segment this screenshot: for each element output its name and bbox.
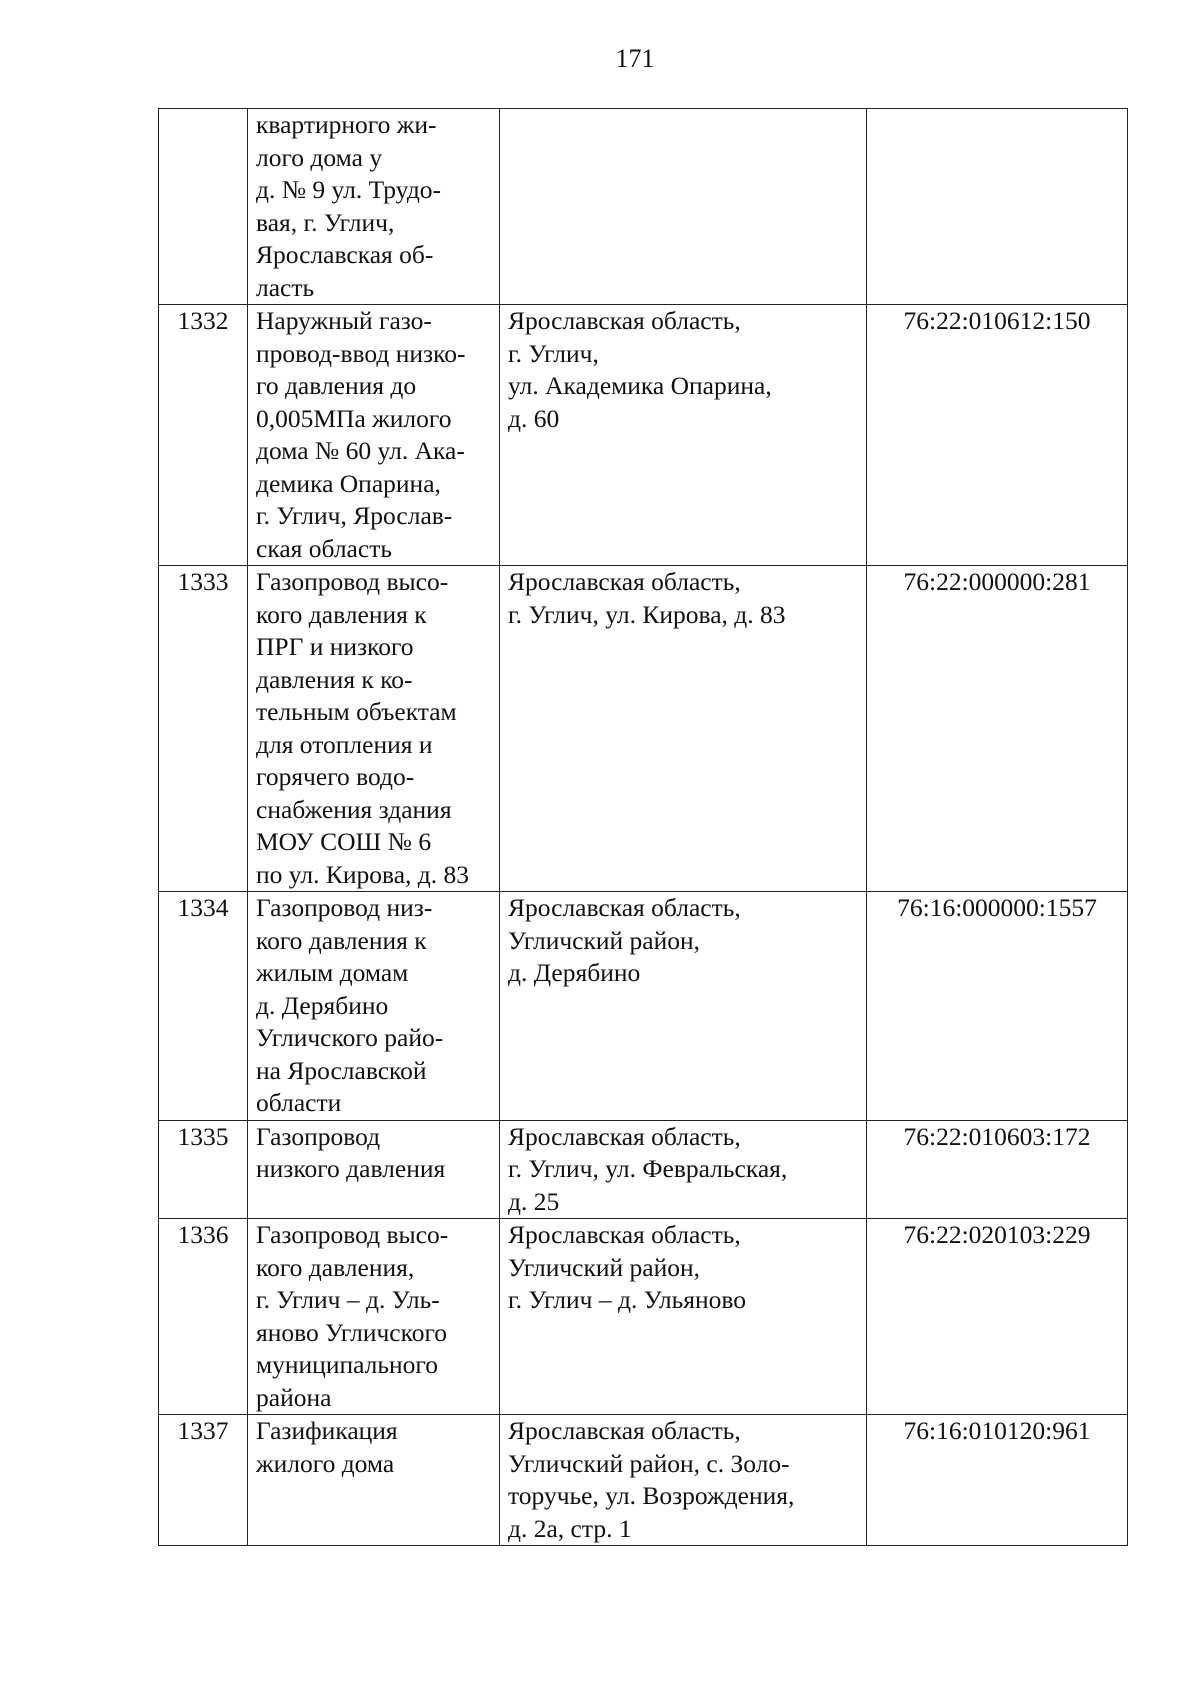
table-row	[159, 1219, 1128, 1415]
row-number-cell	[159, 109, 248, 305]
table-row	[159, 305, 1128, 566]
object-name-cell: квартирного жи- лого дома у д. № 9 ул. Трудо- вая, г. Углич, Ярославская об- ласть	[248, 109, 500, 305]
table-row	[159, 1120, 1128, 1219]
address-cell	[500, 109, 867, 305]
object-name-cell: Газопровод низкого давления	[248, 1120, 500, 1219]
row-number-cell: 1335	[159, 1120, 248, 1219]
object-name-cell: Газификация жилого дома	[248, 1415, 500, 1546]
address-cell: Ярославская область, г. Углич, ул. Кирова, д. 83	[500, 566, 867, 892]
registry-table	[158, 108, 1128, 1546]
table-row	[159, 1415, 1128, 1546]
cadastral-number-cell: 76:22:010603:172	[867, 1120, 1128, 1219]
row-number-cell: 1333	[159, 566, 248, 892]
cadastral-number-cell: 76:22:010612:150	[867, 305, 1128, 566]
object-name-cell: Газопровод высо- кого давления к ПРГ и низкого давления к ко- тельным объектам для отопления и горячего водо- снабжения здания МОУ СОШ № 6 по ул. Кирова, д. 83	[248, 566, 500, 892]
row-number-cell: 1332	[159, 305, 248, 566]
address-cell: Ярославская область, Угличский район, г. Углич – д. Ульяново	[500, 1219, 867, 1415]
address-cell: Ярославская область, г. Углич, ул. Февральская, д. 25	[500, 1120, 867, 1219]
cadastral-number-cell: 76:16:000000:1557	[867, 892, 1128, 1121]
address-cell: Ярославская область, Угличский район, д. Дерябино	[500, 892, 867, 1121]
address-cell: Ярославская область, г. Углич, ул. Академика Опарина, д. 60	[500, 305, 867, 566]
row-number-cell: 1334	[159, 892, 248, 1121]
cadastral-number-cell: 76:22:000000:281	[867, 566, 1128, 892]
object-name-cell: Наружный газо- провод-ввод низко- го давления до 0,005МПа жилого дома № 60 ул. Ака- демика Опарина, г. Углич, Ярослав- ская область	[248, 305, 500, 566]
address-cell: Ярославская область, Угличский район, с. Золо- торучье, ул. Возрождения, д. 2а, стр. 1	[500, 1415, 867, 1546]
object-name-cell: Газопровод высо- кого давления, г. Углич – д. Уль- яново Угличского муниципального района	[248, 1219, 500, 1415]
table-row	[159, 109, 1128, 305]
cadastral-number-cell: 76:16:010120:961	[867, 1415, 1128, 1546]
table-row	[159, 566, 1128, 892]
cadastral-number-cell: 76:22:020103:229	[867, 1219, 1128, 1415]
row-number-cell: 1336	[159, 1219, 248, 1415]
row-number-cell: 1337	[159, 1415, 248, 1546]
table-row	[159, 892, 1128, 1121]
page-number: 171	[615, 44, 655, 73]
object-name-cell: Газопровод низ- кого давления к жилым домам д. Дерябино Угличского райо- на Ярославской области	[248, 892, 500, 1121]
cadastral-number-cell	[867, 109, 1128, 305]
